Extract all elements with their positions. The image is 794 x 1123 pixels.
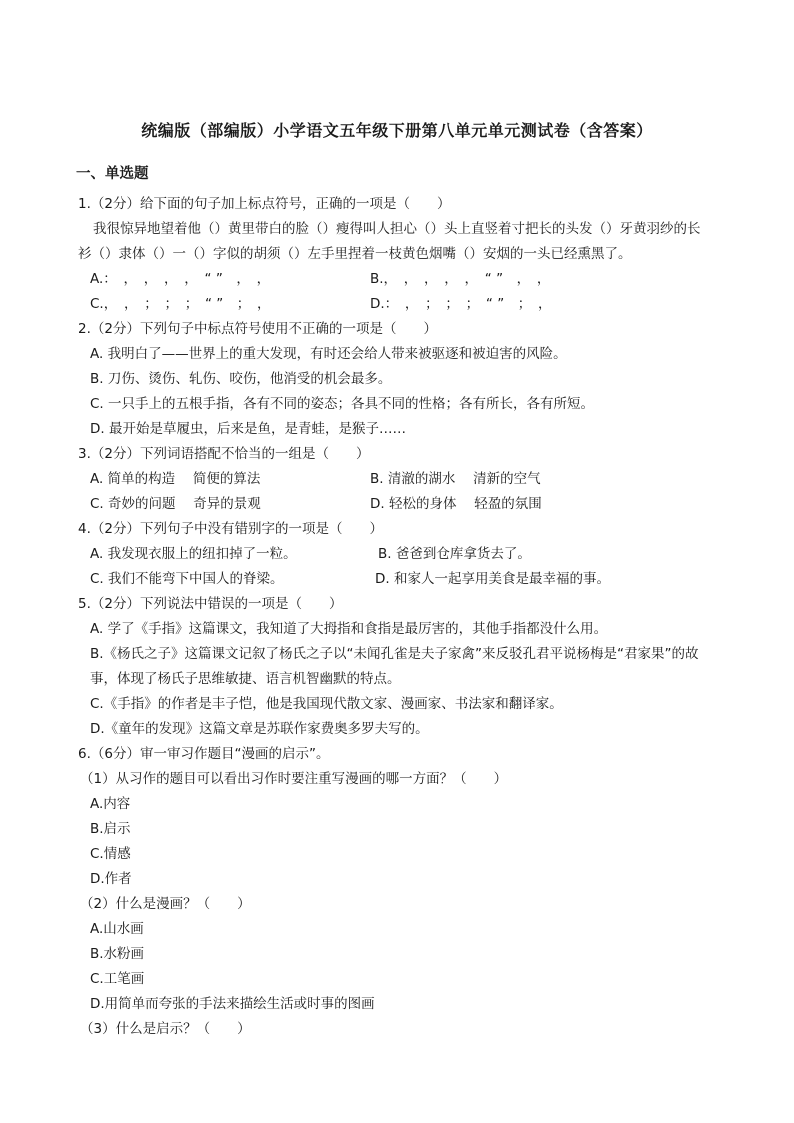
q6-sub3-stem: （3）什么是启示？（ ） xyxy=(80,1021,251,1037)
q6-sub1-option-c: C.情感 xyxy=(90,846,131,862)
q5-option-b-line1: B.《杨氏之子》这篇课文记叙了杨氏之子以“未闻孔雀是夫子家禽”来反驳孔君平说杨梅是“君家果”的故 xyxy=(90,646,699,662)
q3-option-b: B. 清澈的湖水 清新的空气 xyxy=(370,471,541,487)
q2-option-b: B. 刀伤、烫伤、轧伤、咬伤，他消受的机会最多。 xyxy=(90,371,392,387)
q3-stem: 3.（2分）下列词语搭配不恰当的一组是（ ） xyxy=(78,446,370,462)
q6-stem: 6.（6分）审一审习作题目“漫画的启示”。 xyxy=(78,746,330,762)
q4-option-b: B. 爸爸到仓库拿货去了。 xyxy=(378,546,531,562)
section-heading: 一、单选题 xyxy=(76,166,149,182)
q1-option-d: D.： ， ； ； ； “ ” ； ， xyxy=(370,296,552,312)
q3-option-d: D. 轻松的身体 轻盈的氛围 xyxy=(370,496,542,512)
q1-stem: 1.（2分）给下面的句子加上标点符号，正确的一项是（ ） xyxy=(78,196,451,212)
q6-sub1-option-a: A.内容 xyxy=(90,796,131,812)
q3-option-a: A. 简单的构造 简便的算法 xyxy=(90,471,261,487)
q5-stem: 5.（2分）下列说法中错误的一项是（ ） xyxy=(78,596,343,612)
q6-sub2-option-d: D.用简单而夸张的手法来描绘生活或时事的图画 xyxy=(90,996,375,1012)
q6-sub1-option-d: D.作者 xyxy=(90,871,132,887)
q5-option-c: C.《手指》的作者是丰子恺，他是我国现代散文家、漫画家、书法家和翻译家。 xyxy=(90,696,563,712)
q4-stem: 4.（2分）下列句子中没有错别字的一项是（ ） xyxy=(78,521,383,537)
q6-sub1-option-b: B.启示 xyxy=(90,821,131,837)
q1-option-b: B.， ， ， ， ， “ ” ， ， xyxy=(370,271,551,287)
q4-option-d: D. 和家人一起享用美食是最幸福的事。 xyxy=(375,571,610,587)
q6-sub2-stem: （2）什么是漫画？（ ） xyxy=(80,896,251,912)
q2-option-d: D. 最开始是草履虫，后来是鱼，是青蛙，是猴子…… xyxy=(90,421,406,437)
q6-sub2-option-b: B.水粉画 xyxy=(90,946,145,962)
q6-sub1-stem: （1）从习作的题目可以看出习作时要注重写漫画的哪一方面？（ ） xyxy=(80,771,508,787)
q1-text-line2: 衫（）隶体（）一（）字似的胡须（）左手里捏着一枝黄色烟嘴（）安烟的一头已经熏黑了。 xyxy=(78,246,632,262)
q5-option-a: A. 学了《手指》这篇课文，我知道了大拇指和食指是最厉害的，其他手指都没什么用。 xyxy=(90,621,608,637)
q1-text-line1: 我很惊异地望着他（）黄里带白的脸（）瘦得叫人担心（）头上直竖着寸把长的头发（）牙黄羽纱的长 xyxy=(93,221,701,237)
q3-option-c: C. 奇妙的问题 奇异的景观 xyxy=(90,496,261,512)
q2-stem: 2.（2分）下列句子中标点符号使用不正确的一项是（ ） xyxy=(78,321,437,337)
doc-title: 统编版（部编版）小学语文五年级下册第八单元单元测试卷（含答案） xyxy=(141,121,653,140)
q1-option-c: C.， ， ； ； ； “ ” ； ， xyxy=(90,296,271,312)
q4-option-c: C. 我们不能弯下中国人的脊梁。 xyxy=(90,571,284,587)
q2-option-c: C. 一只手上的五根手指，各有不同的姿态；各具不同的性格；各有所长，各有所短。 xyxy=(90,396,595,412)
q1-option-a: A.： ， ， ， ， “ ” ， ， xyxy=(90,271,271,287)
q4-option-a: A. 我发现衣服上的纽扣掉了一粒。 xyxy=(90,546,297,562)
q6-sub2-option-a: A.山水画 xyxy=(90,921,144,937)
q2-option-a: A. 我明白了——世界上的重大发现，有时还会给人带来被驱逐和被迫害的风险。 xyxy=(90,346,567,362)
q6-sub2-option-c: C.工笔画 xyxy=(90,971,145,987)
q5-option-d: D.《童年的发现》这篇文章是苏联作家费奥多罗夫写的。 xyxy=(90,721,429,737)
q5-option-b-line2: 事，体现了杨氏子思维敏捷、语言机智幽默的特点。 xyxy=(90,671,401,687)
